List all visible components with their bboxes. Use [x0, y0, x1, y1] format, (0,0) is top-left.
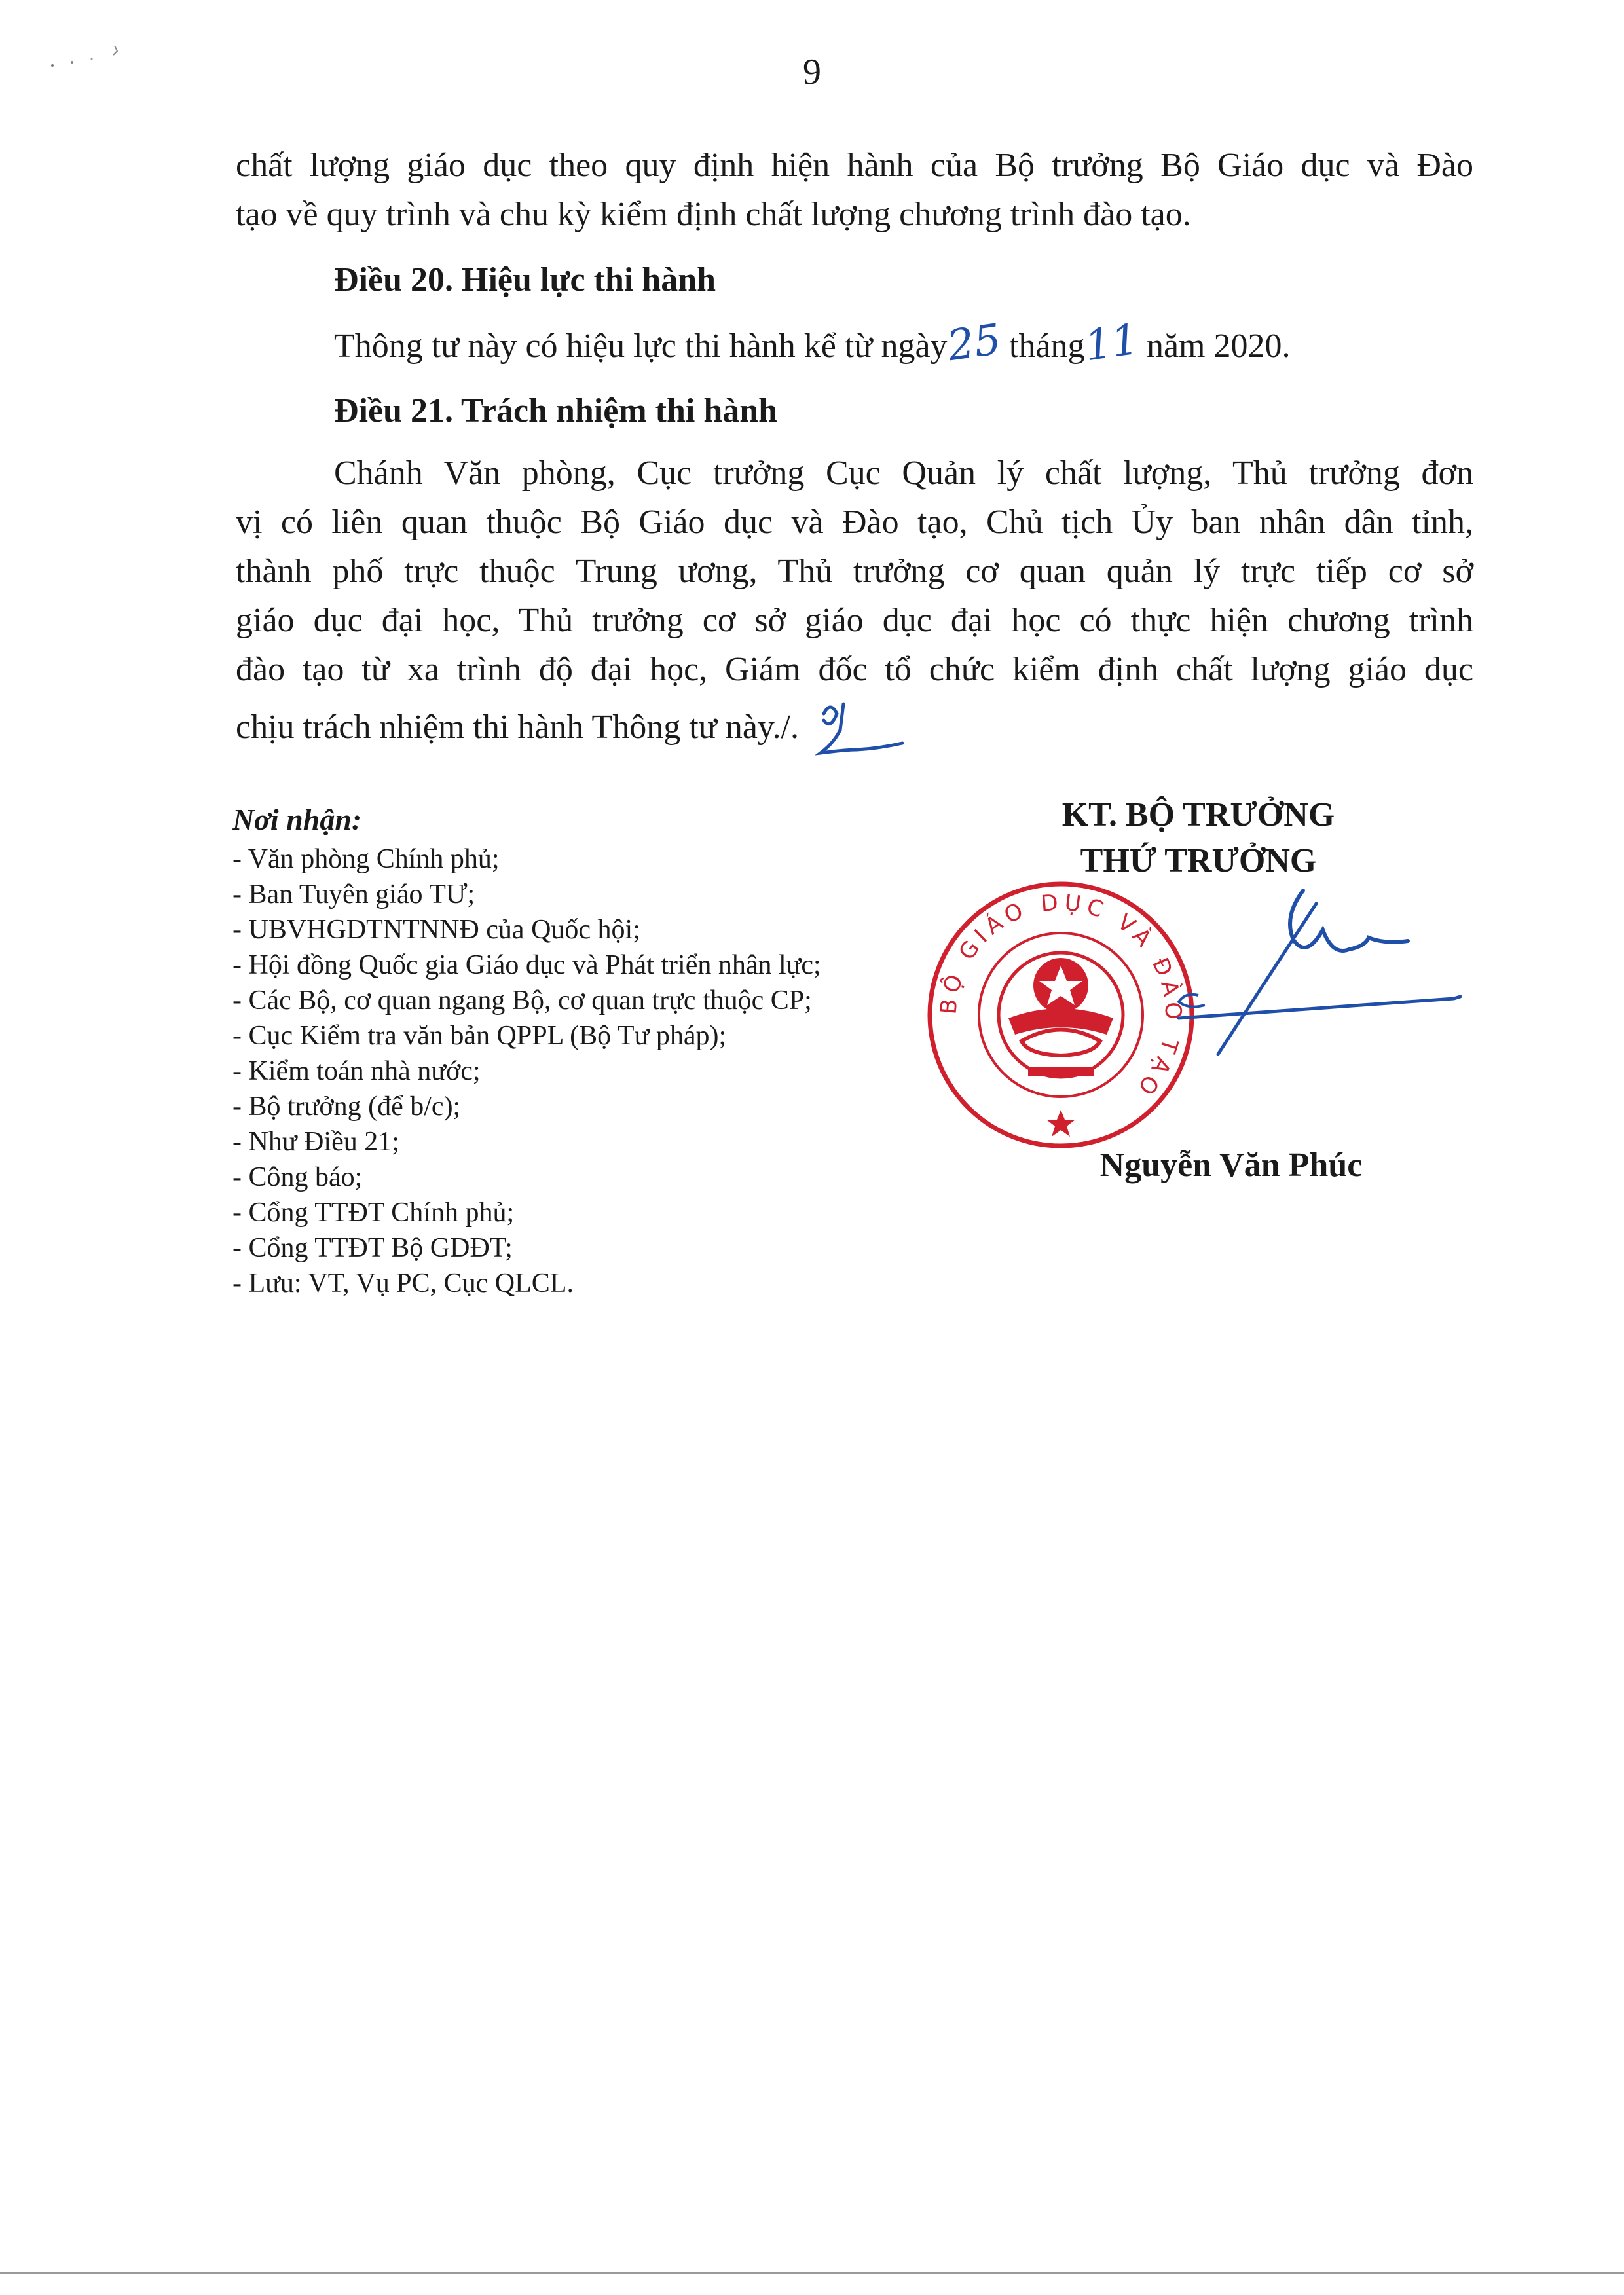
- handwritten-day: 25: [944, 315, 1004, 371]
- article-21-paragraph: [236, 449, 1473, 746]
- article-20-heading: Điều 20. Hiệu lực thi hành: [334, 261, 716, 299]
- paragraph-line: [236, 694, 1473, 746]
- recipient-item: - Văn phòng Chính phủ;: [232, 844, 500, 874]
- paragraph-line: Chánh Văn phòng, Cục trưởng Cục Quản lý chất lượng, Thủ trưởng đơn: [334, 454, 1473, 492]
- handwritten-signature: [1126, 877, 1480, 1074]
- recipient-item: - Công báo;: [232, 1162, 363, 1192]
- paragraph-line-text: chịu trách nhiệm thi hành Thông tư này./.: [236, 708, 800, 746]
- recipient-item: - Bộ trưởng (để b/c);: [232, 1092, 461, 1122]
- recipient-item: - Hội đồng Quốc gia Giáo dục và Phát triển nhân lực;: [232, 950, 821, 980]
- seal-ring-text: BỘ GIÁO DỤC VÀ ĐÀO TẠO: [935, 889, 1187, 1104]
- paragraph-line: vị có liên quan thuộc Bộ Giáo dục và Đào tạo, Chủ tịch Ủy ban nhân dân tỉnh,: [236, 504, 1473, 541]
- recipient-item: - Cổng TTĐT Bộ GDĐT;: [232, 1233, 513, 1263]
- recipient-item: - Cổng TTĐT Chính phủ;: [232, 1198, 515, 1228]
- paragraph-line: giáo dục đại học, Thủ trưởng cơ sở giáo dục đại học có thực hiện chương trình: [236, 602, 1473, 639]
- recipient-item: - Kiểm toán nhà nước;: [232, 1056, 481, 1086]
- recipient-item: - UBVHGDTNTNNĐ của Quốc hội;: [232, 915, 640, 945]
- recipient-item: - Cục Kiểm tra văn bản QPPL (Bộ Tư pháp);: [232, 1021, 727, 1051]
- recipients-list: [232, 802, 953, 1301]
- effective-text-after: năm 2020.: [1146, 327, 1291, 365]
- handwritten-initials: [807, 694, 906, 766]
- recipient-item: - Lưu: VT, Vụ PC, Cục QLCL.: [232, 1268, 574, 1298]
- paragraph-continuation: [236, 141, 1473, 239]
- effective-text-before: Thông tư này có hiệu lực thi hành kể từ ngày: [334, 327, 948, 365]
- recipient-item: - Các Bộ, cơ quan ngang Bộ, cơ quan trực thuộc CP;: [232, 985, 812, 1016]
- paragraph-line: đào tạo từ xa trình độ đại học, Giám đốc tổ chức kiểm định chất lượng giáo dục: [236, 651, 1473, 688]
- paragraph-line: tạo về quy trình và chu kỳ kiểm định chất lượng chương trình đào tạo.: [236, 196, 1191, 233]
- article-20: [236, 255, 1473, 371]
- bottom-edge-rule: [0, 2272, 1624, 2274]
- article-20-text: [236, 315, 1473, 371]
- effective-text-month: tháng: [1009, 327, 1085, 365]
- signature-title-block: [943, 792, 1454, 884]
- signer-name: Nguyễn Văn Phúc: [1099, 1147, 1363, 1184]
- paragraph-line: chất lượng giáo dục theo quy định hiện hành của Bộ trưởng Bộ Giáo dục và Đào: [236, 147, 1473, 184]
- recipients-title: Nơi nhận:: [232, 803, 362, 836]
- signer-authority: KT. BỘ TRƯỞNG: [1061, 796, 1335, 834]
- page-number: 9: [803, 52, 821, 92]
- recipient-item: - Như Điều 21;: [232, 1127, 399, 1157]
- recipient-item: - Ban Tuyên giáo TƯ;: [232, 879, 475, 909]
- handwritten-month: 11: [1081, 315, 1141, 371]
- paragraph-line: thành phố trực thuộc Trung ương, Thủ trưởng cơ quan quản lý trực tiếp cơ sở: [236, 553, 1473, 590]
- article-21: [236, 386, 1473, 746]
- article-21-heading: Điều 21. Trách nhiệm thi hành: [334, 392, 778, 430]
- signer-position: THỨ TRƯỞNG: [1080, 842, 1317, 879]
